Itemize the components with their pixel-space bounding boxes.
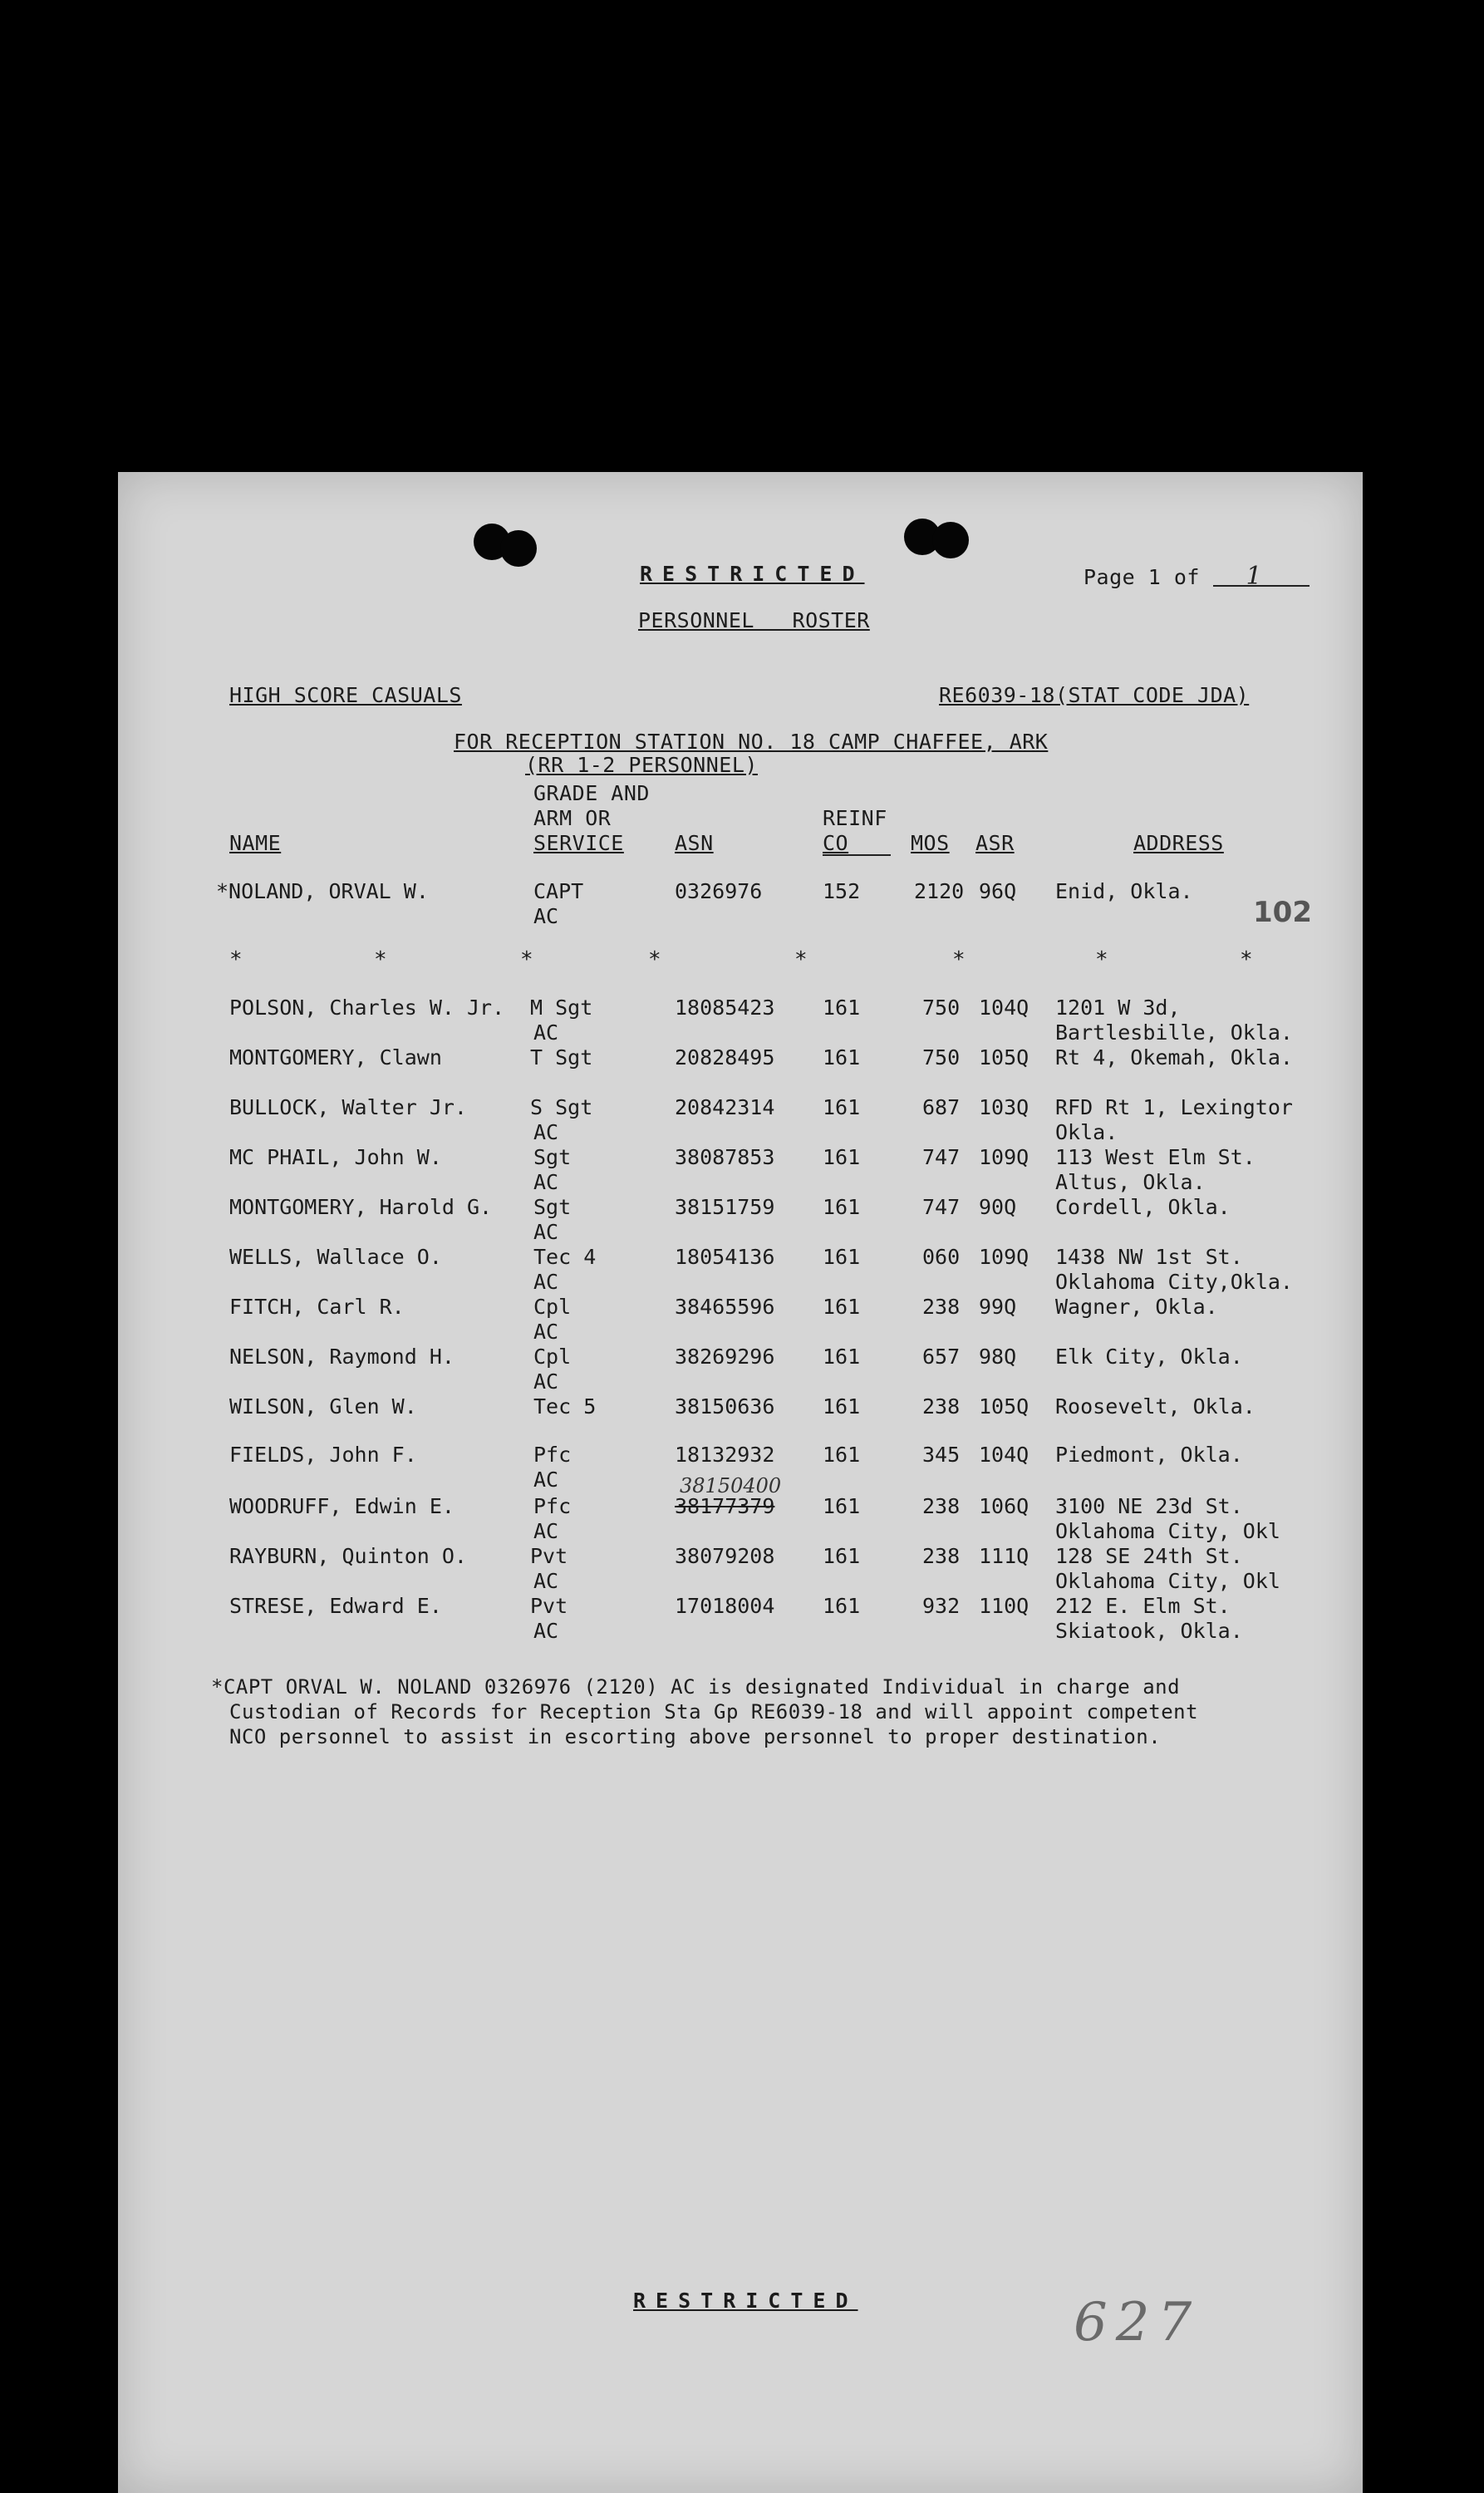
asn: 20828495 [675, 1045, 775, 1069]
reinf-co: 161 [823, 1295, 861, 1319]
table-row [118, 1245, 1363, 1295]
asr: 109Q [979, 1145, 1029, 1169]
name: WILSON, Glen W. [229, 1394, 417, 1419]
name: RAYBURN, Quinton O. [229, 1544, 467, 1568]
name: FITCH, Carl R. [229, 1295, 405, 1319]
reinf-co: 152 [823, 879, 861, 903]
address-line-2: Skiatook, Okla. [1055, 1619, 1243, 1643]
grade: M Sgt [530, 996, 593, 1020]
high-score-casuals: HIGH SCORE CASUALS [229, 683, 462, 707]
asn-correction: 38150400 [680, 1474, 782, 1497]
reinf-co: 161 [823, 1145, 861, 1169]
grade: Pvt [530, 1594, 568, 1618]
reinf-co: 161 [823, 1345, 861, 1369]
name: POLSON, Charles W. Jr. [229, 996, 505, 1020]
asr: 90Q [979, 1195, 1017, 1219]
col-reinf-2: CO [823, 831, 849, 855]
address-line-2: Okla. [1055, 1120, 1118, 1144]
grade: Cpl [533, 1345, 572, 1369]
document-page [118, 472, 1363, 2493]
mos: 345 [922, 1443, 961, 1467]
address-line-1: Piedmont, Okla. [1055, 1443, 1243, 1467]
address-line-2: Bartlesbille, Okla. [1055, 1020, 1293, 1045]
address-line-2: Oklahoma City,Okla. [1055, 1270, 1293, 1294]
unit-code: RE6039-18(STAT CODE JDA) [939, 683, 1250, 707]
asn: 18054136 [675, 1245, 775, 1269]
name: STRESE, Edward E. [229, 1594, 442, 1618]
mos: 750 [922, 996, 961, 1020]
asn: 38269296 [675, 1345, 775, 1369]
name: NELSON, Raymond H. [229, 1345, 455, 1369]
asn: 17018004 [675, 1594, 775, 1618]
address-line-1: Cordell, Okla. [1055, 1195, 1231, 1219]
punch-hole [500, 530, 537, 567]
service: AC [533, 1020, 559, 1045]
page-total-underline [1213, 585, 1310, 587]
col-asr: ASR [975, 831, 1015, 855]
separator-star: * [1240, 947, 1253, 972]
reinf-co: 161 [823, 1245, 861, 1269]
grade: S Sgt [530, 1095, 593, 1119]
table-row [118, 1095, 1363, 1145]
table-row [118, 1394, 1363, 1444]
asr: 104Q [979, 1443, 1029, 1467]
service: AC [533, 904, 559, 928]
personnel-line: (RR 1-2 PERSONNEL) [525, 753, 758, 777]
mos: 747 [922, 1195, 961, 1219]
name: MONTGOMERY, Clawn [229, 1045, 442, 1069]
asn: 38079208 [675, 1544, 775, 1568]
table-row [118, 996, 1363, 1045]
address-line-1: Enid, Okla. [1055, 879, 1193, 903]
table-row [118, 1295, 1363, 1345]
mos: 238 [922, 1544, 961, 1568]
service: AC [533, 1220, 559, 1244]
station-line: FOR RECEPTION STATION NO. 18 CAMP CHAFFEE, ARK [454, 730, 1049, 754]
lead-row [118, 879, 1363, 929]
table-row [118, 1544, 1363, 1594]
reinf-co: 161 [823, 1443, 861, 1467]
service: AC [533, 1369, 559, 1394]
reinf-co: 161 [823, 1494, 861, 1518]
asn: 0326976 [675, 879, 763, 903]
asr: 110Q [979, 1594, 1029, 1618]
asr: 105Q [979, 1045, 1029, 1069]
table-row [118, 1145, 1363, 1195]
mos: 2120 [914, 879, 965, 903]
asr: 105Q [979, 1394, 1029, 1419]
mos: 060 [922, 1245, 961, 1269]
punch-hole [932, 522, 969, 558]
reinf-co: 161 [823, 1544, 861, 1568]
col-mos: MOS [911, 831, 950, 855]
name: BULLOCK, Walter Jr. [229, 1095, 467, 1119]
separator-star: * [520, 947, 533, 972]
roster-title: PERSONNEL ROSTER [638, 608, 870, 632]
table-row [118, 1594, 1363, 1644]
asr: 99Q [979, 1295, 1017, 1319]
reinf-co: 161 [823, 1195, 861, 1219]
asr: 106Q [979, 1494, 1029, 1518]
separator-star: * [374, 947, 387, 972]
separator-star: * [1095, 947, 1108, 972]
service: AC [533, 1270, 559, 1294]
service: AC [533, 1468, 559, 1492]
name: MC PHAIL, John W. [229, 1145, 442, 1169]
asn: 20842314 [675, 1095, 775, 1119]
service: AC [533, 1569, 559, 1593]
address-line-1: Rt 4, Okemah, Okla. [1055, 1045, 1293, 1069]
reinf-co: 161 [823, 1045, 861, 1069]
grade: Tec 4 [533, 1245, 597, 1269]
mos: 687 [922, 1095, 961, 1119]
separator-star: * [952, 947, 966, 972]
grade: Pfc [533, 1443, 572, 1467]
address-line-1: 3100 NE 23d St. [1055, 1494, 1243, 1518]
asn: 38150636 [675, 1394, 775, 1419]
asn: 38465596 [675, 1295, 775, 1319]
table-row [118, 1045, 1363, 1095]
handwritten-page-number: 627 [1074, 2292, 1201, 2353]
asn: 38087853 [675, 1145, 775, 1169]
separator-star: * [648, 947, 661, 972]
service: AC [533, 1120, 559, 1144]
table-row [118, 1345, 1363, 1394]
grade: Pfc [533, 1494, 572, 1518]
separator-star: * [229, 947, 243, 972]
mos: 932 [922, 1594, 961, 1618]
table-row [118, 1195, 1363, 1245]
header-restricted: RESTRICTED [640, 562, 865, 586]
mos: 238 [922, 1394, 961, 1419]
asn: 18132932 [675, 1443, 775, 1467]
asr: 103Q [979, 1095, 1029, 1119]
col-grade-1: GRADE AND [533, 781, 650, 805]
col-asn: ASN [675, 831, 714, 855]
col-reinf-1: REINF [823, 806, 887, 830]
asr: 109Q [979, 1245, 1029, 1269]
asr: 111Q [979, 1544, 1029, 1568]
service: AC [533, 1170, 559, 1194]
mos: 238 [922, 1494, 961, 1518]
stamp-number: 102 [1253, 896, 1312, 929]
address-line-2: Oklahoma City, Okl [1055, 1569, 1280, 1593]
col-address: ADDRESS [1133, 831, 1224, 855]
address-line-1: Roosevelt, Okla. [1055, 1394, 1256, 1419]
footnote-line-2: Custodian of Records for Reception Sta Gp RE6039-18 and will appoint competent [229, 1700, 1199, 1723]
grade: Cpl [533, 1295, 572, 1319]
col-reinf-underline [823, 854, 891, 856]
grade: Tec 5 [533, 1394, 597, 1419]
reinf-co: 161 [823, 1394, 861, 1419]
address-line-1: RFD Rt 1, Lexingtor [1055, 1095, 1293, 1119]
asn: 38177379 [675, 1494, 775, 1518]
service: AC [533, 1519, 559, 1543]
service: AC [533, 1619, 559, 1643]
col-grade-2: ARM OR [533, 806, 612, 830]
separator-star: * [794, 947, 808, 972]
footer-restricted: RESTRICTED [633, 2289, 858, 2313]
footnote-line-1: *CAPT ORVAL W. NOLAND 0326976 (2120) AC is designated Individual in charge and [211, 1675, 1181, 1699]
mos: 238 [922, 1295, 961, 1319]
address-line-1: 212 E. Elm St. [1055, 1594, 1231, 1618]
address-line-1: 1438 NW 1st St. [1055, 1245, 1243, 1269]
mos: 750 [922, 1045, 961, 1069]
asn: 38151759 [675, 1195, 775, 1219]
col-name: NAME [229, 831, 282, 855]
address-line-1: 128 SE 24th St. [1055, 1544, 1243, 1568]
grade: Sgt [533, 1195, 572, 1219]
grade: Pvt [530, 1544, 568, 1568]
address-line-1: Elk City, Okla. [1055, 1345, 1243, 1369]
address-line-1: 113 West Elm St. [1055, 1145, 1256, 1169]
separator-stars [118, 947, 1363, 972]
asr: 98Q [979, 1345, 1017, 1369]
name: WELLS, Wallace O. [229, 1245, 442, 1269]
grade: Sgt [533, 1145, 572, 1169]
page-label-text: Page 1 of [1084, 565, 1200, 589]
address-line-1: 1201 W 3d, [1055, 996, 1181, 1020]
asn: 18085423 [675, 996, 775, 1020]
address-line-2: Altus, Okla. [1055, 1170, 1206, 1194]
name: *NOLAND, ORVAL W. [216, 879, 429, 903]
service: AC [533, 1320, 559, 1344]
reinf-co: 161 [823, 1095, 861, 1119]
col-grade-3: SERVICE [533, 831, 624, 855]
asr: 96Q [979, 879, 1017, 903]
address-line-1: Wagner, Okla. [1055, 1295, 1218, 1319]
grade: T Sgt [530, 1045, 593, 1069]
mos: 657 [922, 1345, 961, 1369]
footnote-line-3: NCO personnel to assist in escorting above personnel to proper destination. [229, 1725, 1162, 1748]
table-row [118, 1474, 1363, 1544]
name: MONTGOMERY, Harold G. [229, 1195, 493, 1219]
page-total: 1 [1246, 562, 1263, 591]
name: FIELDS, John F. [229, 1443, 417, 1467]
grade: CAPT [533, 879, 584, 903]
mos: 747 [922, 1145, 961, 1169]
reinf-co: 161 [823, 996, 861, 1020]
name: WOODRUFF, Edwin E. [229, 1494, 455, 1518]
asr: 104Q [979, 996, 1029, 1020]
reinf-co: 161 [823, 1594, 861, 1618]
address-line-2: Oklahoma City, Okl [1055, 1519, 1280, 1543]
